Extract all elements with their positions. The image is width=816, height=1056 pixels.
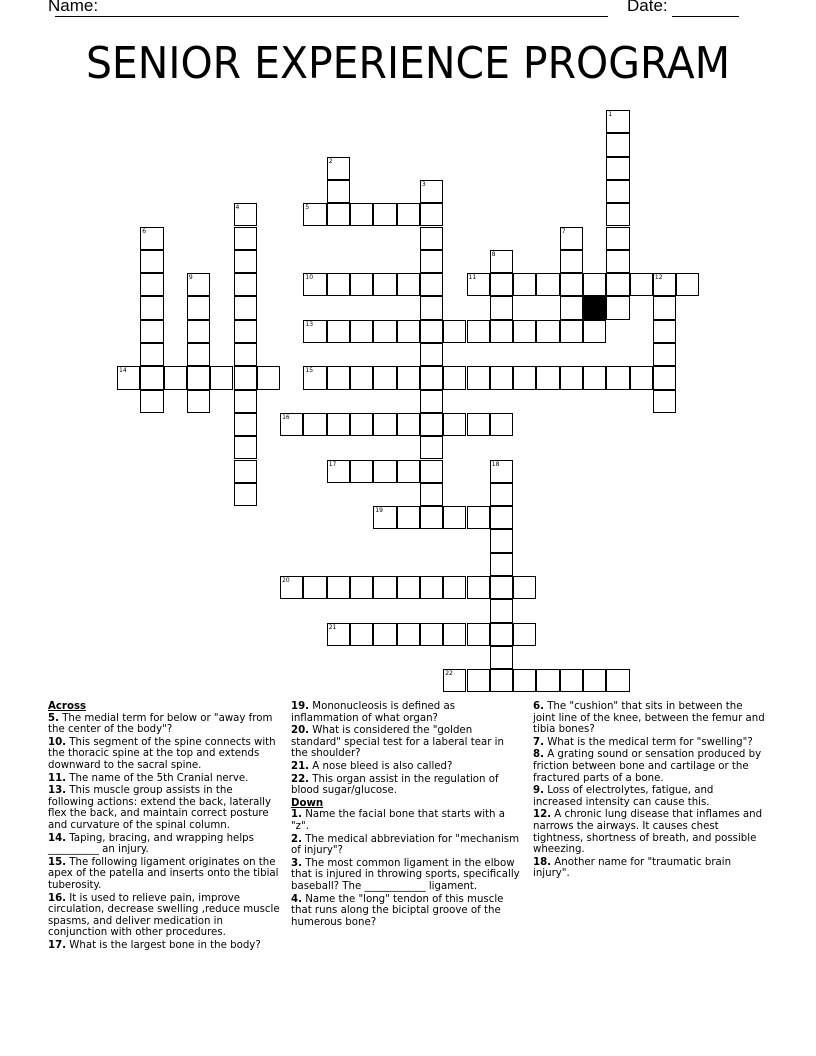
grid-cell[interactable] — [327, 576, 350, 599]
cell-number: 13 — [305, 320, 314, 328]
clue-item — [48, 773, 280, 785]
grid-cell[interactable] — [583, 669, 606, 692]
grid-cell[interactable] — [397, 203, 420, 226]
grid-cell[interactable] — [350, 576, 373, 599]
grid-cell[interactable] — [420, 273, 443, 296]
clue-text: Mononucleosis is defined as inflammation of what organ? — [291, 701, 456, 724]
grid-cell[interactable] — [234, 296, 257, 319]
cell-number: 22 — [445, 670, 453, 678]
grid-cell[interactable] — [467, 506, 490, 529]
grid-cell[interactable] — [606, 669, 629, 692]
clue-text: The medial term for below or "away from the center of the body"? — [48, 712, 273, 736]
clue-item — [291, 858, 521, 893]
clue-number: 22. — [291, 773, 310, 785]
grid-cell[interactable] — [490, 599, 513, 622]
grid-cell[interactable] — [350, 320, 373, 343]
clue-text: The following ligament originates on the apex of the patella and inserts onto the tibial tuberosity. — [48, 856, 279, 891]
grid-cell[interactable] — [536, 669, 559, 692]
grid-cell[interactable] — [140, 273, 163, 296]
grid-cell[interactable] — [653, 320, 676, 343]
cell-number: 20 — [282, 577, 290, 584]
grid-cell[interactable] — [397, 413, 420, 436]
clue-number: 3. — [291, 857, 302, 869]
clue-number: 6. — [533, 701, 544, 712]
grid-cell[interactable] — [373, 320, 396, 343]
cell-number: 5 — [305, 204, 310, 212]
grid-cell[interactable] — [490, 296, 513, 319]
grid-cell[interactable] — [397, 366, 420, 389]
clues-column-3 — [533, 701, 765, 881]
grid-cell[interactable] — [420, 436, 443, 459]
grid-cell[interactable] — [280, 576, 303, 599]
grid-cell[interactable] — [490, 646, 513, 669]
clue-text: This muscle group assists in the following actions: extend the back, laterally flex the back, and maintain correct posture and curvature of the spinal column. — [48, 785, 272, 831]
grid-cell[interactable] — [467, 576, 490, 599]
grid-cell[interactable] — [140, 390, 163, 413]
clue-number: 20. — [291, 725, 310, 737]
grid-cell[interactable] — [490, 669, 513, 692]
grid-cell[interactable] — [513, 669, 536, 692]
clue-text: Name the "long" tendon of this muscle that runs along the biciptal groove of the humerous bone? — [291, 893, 504, 928]
grid-cell[interactable] — [583, 366, 606, 389]
grid-cell[interactable] — [280, 413, 303, 436]
grid-cell[interactable] — [606, 203, 629, 226]
grid-cell[interactable] — [397, 273, 420, 296]
grid-cell[interactable] — [373, 460, 396, 483]
grid-cell[interactable] — [303, 203, 326, 226]
grid-cell[interactable] — [140, 227, 163, 250]
cell-number: 1 — [608, 111, 613, 118]
grid-cell[interactable] — [420, 506, 443, 529]
grid-cell[interactable] — [234, 460, 257, 483]
clue-number: 5. — [48, 712, 59, 724]
clue-item — [48, 713, 280, 736]
grid-cell[interactable] — [327, 157, 350, 180]
grid-cell[interactable] — [257, 366, 280, 389]
grid-cell[interactable] — [513, 273, 536, 296]
grid-cell[interactable] — [397, 623, 420, 646]
grid-cell[interactable] — [606, 296, 629, 319]
grid-cell[interactable] — [373, 576, 396, 599]
cell-number: 16 — [282, 413, 290, 421]
clue-text: The medical abbreviation for "mechanism of injury"? — [291, 833, 520, 857]
grid-cell[interactable] — [560, 296, 583, 319]
clue-text: The most common ligament in the elbow that is injured in throwing sports, specifically baseball? The ____________ ligament. — [291, 857, 520, 892]
grid-cell[interactable] — [467, 623, 490, 646]
clue-number: 12. — [533, 809, 552, 821]
clue-item — [48, 940, 280, 952]
clue-item — [533, 857, 765, 880]
grid-cell[interactable] — [303, 273, 326, 296]
grid-cell[interactable] — [350, 413, 373, 436]
grid-cell[interactable] — [234, 320, 257, 343]
grid-cell[interactable] — [560, 227, 583, 250]
grid-cell[interactable] — [560, 273, 583, 296]
clue-number: 4. — [291, 893, 302, 905]
grid-cell[interactable] — [187, 343, 210, 366]
grid-cell[interactable] — [187, 320, 210, 343]
clue-item — [48, 833, 280, 856]
grid-cell[interactable] — [327, 460, 350, 483]
grid-cell[interactable] — [234, 483, 257, 506]
cell-number: 12 — [654, 274, 663, 282]
grid-cell[interactable] — [490, 413, 513, 436]
clue-number: 21. — [291, 760, 310, 772]
grid-cell[interactable] — [490, 506, 513, 529]
cell-number: 8 — [491, 250, 496, 258]
grid-cell[interactable] — [373, 623, 396, 646]
grid-cell[interactable] — [490, 460, 513, 483]
clues-column-2 — [291, 701, 521, 929]
cell-number: 21 — [328, 623, 337, 631]
grid-cell[interactable] — [490, 623, 513, 646]
cell-number: 10 — [305, 274, 314, 282]
page-title: SENIOR EXPERIENCE PROGRAM — [85, 38, 731, 89]
grid-cell[interactable] — [373, 366, 396, 389]
grid-cell[interactable] — [397, 506, 420, 529]
grid-cell[interactable] — [187, 390, 210, 413]
grid-cell[interactable] — [443, 576, 466, 599]
clue-number: 16. — [48, 892, 67, 904]
grid-cell[interactable] — [560, 250, 583, 273]
cell-number: 6 — [142, 227, 147, 235]
grid-cell[interactable] — [630, 273, 653, 296]
name-label: Name: — [48, 0, 99, 15]
grid-cell[interactable] — [234, 250, 257, 273]
date-line[interactable] — [672, 16, 739, 17]
grid-cell[interactable] — [536, 366, 559, 389]
grid-cell[interactable] — [420, 227, 443, 250]
across-heading: Across — [48, 701, 87, 712]
clue-text: What is considered the "golden standard" special test for a laberal tear in the shoulder? — [291, 725, 504, 760]
grid-cell[interactable] — [630, 366, 653, 389]
grid-cell[interactable] — [560, 366, 583, 389]
grid-cell[interactable] — [140, 296, 163, 319]
clue-item — [533, 809, 765, 855]
grid-cell[interactable] — [420, 296, 443, 319]
clue-number: 8. — [533, 749, 544, 761]
grid-cell[interactable] — [606, 366, 629, 389]
clue-text: The "cushion" that sits in between the joint line of the knee, between the femur and tibia bones? — [533, 701, 765, 736]
grid-cell[interactable] — [373, 413, 396, 436]
grid-cell[interactable] — [443, 366, 466, 389]
grid-cell[interactable] — [443, 413, 466, 436]
clue-number: 15. — [48, 856, 67, 868]
grid-cell[interactable] — [210, 366, 233, 389]
clue-item — [533, 701, 765, 736]
grid-cell[interactable] — [303, 366, 326, 389]
grid-cell[interactable] — [490, 273, 513, 296]
clue-item — [48, 857, 280, 892]
grid-cell[interactable] — [606, 110, 629, 133]
down-heading: Down — [291, 797, 324, 809]
cell-number: 3 — [421, 180, 426, 188]
cell-number: 15 — [305, 367, 314, 375]
cell-number: 2 — [328, 157, 333, 165]
clue-item — [291, 725, 521, 760]
grid-cell[interactable] — [397, 576, 420, 599]
grid-cell[interactable] — [653, 343, 676, 366]
clue-number: 1. — [291, 809, 302, 821]
clue-number: 7. — [533, 736, 544, 748]
clue-number: 17. — [48, 939, 67, 951]
grid-cell[interactable] — [653, 273, 676, 296]
grid-cell[interactable] — [513, 320, 536, 343]
grid-cell[interactable] — [443, 669, 466, 692]
grid-cell[interactable] — [467, 669, 490, 692]
clue-text: A grating sound or sensation produced by friction between bone and cartilage or the fractured parts of a bone. — [533, 749, 762, 784]
cell-number: 11 — [468, 274, 477, 282]
clue-number: 18. — [533, 856, 552, 868]
grid-cell[interactable] — [187, 296, 210, 319]
grid-cell[interactable] — [606, 157, 629, 180]
grid-cell[interactable] — [420, 390, 443, 413]
grid-cell[interactable] — [536, 273, 559, 296]
grid-cell[interactable] — [117, 366, 140, 389]
grid-cell[interactable] — [187, 366, 210, 389]
clue-item — [48, 785, 280, 831]
clue-item — [533, 749, 765, 784]
grid-cell[interactable] — [140, 343, 163, 366]
grid-cell[interactable] — [350, 273, 373, 296]
grid-cell[interactable] — [536, 320, 559, 343]
grid-cell[interactable] — [140, 366, 163, 389]
grid-cell[interactable] — [327, 413, 350, 436]
clue-text: Name the facial bone that starts with a "z". — [291, 809, 505, 832]
clue-text: It is used to relieve pain, improve circulation, decrease swelling ,reduce muscle spasms, and deliver medication in conjunction with other procedures. — [48, 892, 280, 939]
grid-cell[interactable] — [490, 483, 513, 506]
grid-cell[interactable] — [303, 413, 326, 436]
grid-cell[interactable] — [234, 436, 257, 459]
cell-number: 4 — [235, 204, 240, 212]
grid-cell[interactable] — [490, 553, 513, 576]
grid-cell[interactable] — [653, 390, 676, 413]
clue-text: A nose bleed is also called? — [309, 760, 453, 772]
cell-number: 14 — [119, 367, 127, 375]
clue-item — [291, 701, 521, 724]
grid-cell[interactable] — [350, 366, 373, 389]
grid-cell[interactable] — [420, 413, 443, 436]
clue-item — [533, 737, 765, 749]
grid-cell[interactable] — [420, 250, 443, 273]
grid-cell[interactable] — [234, 203, 257, 226]
clue-text: Loss of electrolytes, fatigue, and increased intensity can cause this. — [533, 785, 714, 808]
clue-item — [291, 809, 521, 832]
grid-cell[interactable] — [606, 227, 629, 250]
grid-cell[interactable] — [420, 320, 443, 343]
clue-text: The name of the 5th Cranial nerve. — [66, 772, 249, 784]
grid-cell[interactable] — [560, 669, 583, 692]
grid-cell[interactable] — [420, 576, 443, 599]
grid-cell[interactable] — [420, 343, 443, 366]
grid-cell[interactable] — [140, 250, 163, 273]
grid-cell[interactable] — [420, 180, 443, 203]
clue-number: 11. — [48, 772, 67, 784]
clue-number: 19. — [291, 701, 310, 712]
date-label: Date: — [627, 0, 668, 15]
grid-cell[interactable] — [467, 366, 490, 389]
grid-cell[interactable] — [350, 623, 373, 646]
grid-cell[interactable] — [234, 343, 257, 366]
grid-cell[interactable] — [513, 576, 536, 599]
cell-number: 19 — [375, 507, 383, 515]
grid-cell[interactable] — [327, 273, 350, 296]
grid-cell[interactable] — [420, 623, 443, 646]
grid-cell[interactable] — [140, 320, 163, 343]
clue-item — [533, 785, 765, 808]
clue-text: This organ assist in the regulation of blood sugar/glucose. — [291, 773, 499, 797]
clue-text: This segment of the spine connects with the thoracic spine at the top and extends downward to the sacral spine. — [48, 736, 276, 771]
grid-cell[interactable] — [560, 320, 583, 343]
grid-cell[interactable] — [327, 203, 350, 226]
grid-cell[interactable] — [420, 203, 443, 226]
grid-cell[interactable] — [490, 576, 513, 599]
grid-cell[interactable] — [303, 320, 326, 343]
clue-item — [291, 894, 521, 929]
grid-cell[interactable] — [513, 366, 536, 389]
grid-cell[interactable] — [583, 273, 606, 296]
grid-cell[interactable] — [513, 623, 536, 646]
grid-cell[interactable] — [234, 413, 257, 436]
grid-cell[interactable] — [443, 320, 466, 343]
grid-cell[interactable] — [303, 576, 326, 599]
grid-cell[interactable] — [397, 320, 420, 343]
grid-cell[interactable] — [490, 366, 513, 389]
grid-cell[interactable] — [350, 460, 373, 483]
grid-cell[interactable] — [234, 273, 257, 296]
grid-cell[interactable] — [653, 296, 676, 319]
cell-number: 9 — [188, 274, 193, 282]
clue-number: 2. — [291, 833, 302, 845]
grid-cell[interactable] — [443, 506, 466, 529]
name-line[interactable] — [55, 16, 608, 17]
grid-cell[interactable] — [327, 623, 350, 646]
grid-cell[interactable] — [467, 273, 490, 296]
clue-number: 10. — [48, 736, 67, 748]
grid-cell[interactable] — [606, 250, 629, 273]
grid-cell[interactable] — [606, 273, 629, 296]
grid-cell[interactable] — [373, 273, 396, 296]
grid-cell[interactable] — [373, 506, 396, 529]
cell-number: 17 — [328, 460, 337, 468]
clue-text: Taping, bracing, and wrapping helps __________ an injury. — [48, 832, 254, 856]
grid-cell[interactable] — [606, 180, 629, 203]
clues-column-1 — [48, 701, 280, 952]
black-cell — [583, 296, 606, 319]
grid-cell[interactable] — [490, 250, 513, 273]
grid-cell[interactable] — [234, 366, 257, 389]
clue-number: 9. — [533, 785, 544, 797]
clue-item — [48, 893, 280, 939]
grid-cell[interactable] — [350, 203, 373, 226]
clue-number: 13. — [48, 785, 67, 797]
clue-item — [291, 774, 521, 797]
grid-cell[interactable] — [327, 180, 350, 203]
grid-cell[interactable] — [420, 366, 443, 389]
grid-cell[interactable] — [420, 483, 443, 506]
grid-cell[interactable] — [676, 273, 699, 296]
grid-cell[interactable] — [164, 366, 187, 389]
grid-cell[interactable] — [327, 366, 350, 389]
grid-cell[interactable] — [234, 390, 257, 413]
grid-cell[interactable] — [583, 320, 606, 343]
grid-cell[interactable] — [467, 320, 490, 343]
grid-cell[interactable] — [234, 227, 257, 250]
clue-text: A chronic lung disease that inflames and narrows the airways. It causes chest tightness, shortness of breath, and possible wheezing. — [533, 809, 763, 856]
grid-cell[interactable] — [443, 623, 466, 646]
clue-text: What is the medical term for "swelling"? — [543, 736, 753, 748]
grid-cell[interactable] — [653, 366, 676, 389]
clue-number: 14. — [48, 832, 67, 844]
cell-number: 18 — [491, 460, 500, 468]
grid-cell[interactable] — [490, 529, 513, 552]
grid-cell[interactable] — [467, 413, 490, 436]
clue-item — [291, 761, 521, 773]
grid-cell[interactable] — [373, 203, 396, 226]
clue-item — [48, 737, 280, 772]
grid-cell[interactable] — [327, 320, 350, 343]
clue-text: Another name for "traumatic brain injury". — [533, 856, 732, 880]
clue-text: What is the largest bone in the body? — [66, 939, 261, 951]
grid-cell[interactable] — [397, 460, 420, 483]
grid-cell[interactable] — [606, 133, 629, 156]
cell-number: 7 — [561, 227, 566, 235]
clue-item — [291, 834, 521, 857]
grid-cell[interactable] — [490, 320, 513, 343]
grid-cell[interactable] — [187, 273, 210, 296]
grid-cell[interactable] — [420, 460, 443, 483]
